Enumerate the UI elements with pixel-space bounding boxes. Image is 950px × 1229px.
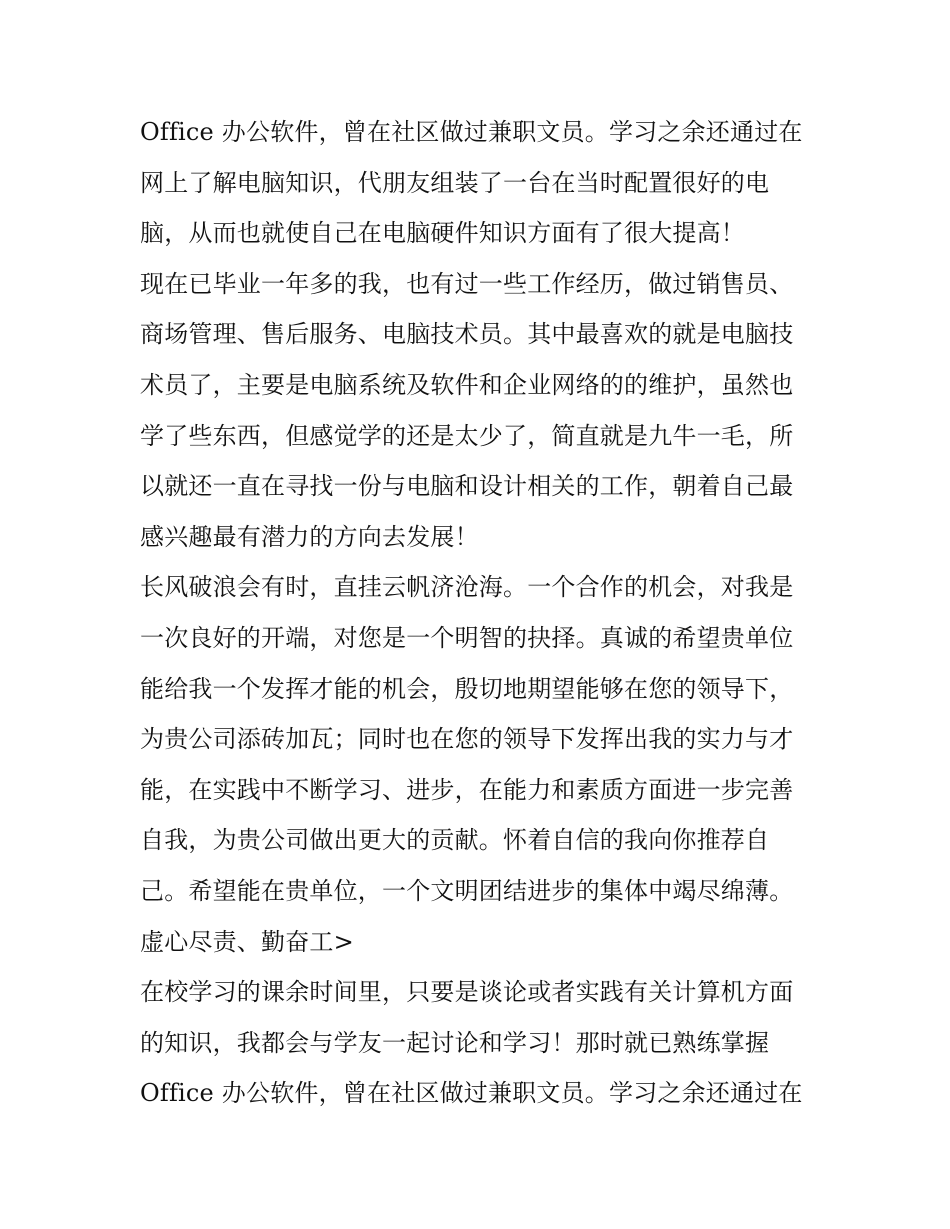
document-body (140, 107, 830, 1119)
text-line: 能，在实践中不断学习、进步，在能力和素质方面进一步完善 (140, 775, 794, 804)
text-line: 自我，为贵公司做出更大的贡献。怀着自信的我向你推荐自 (140, 826, 770, 855)
text-line: 术员了，主要是电脑系统及软件和企业网络的的维护，虽然也 (140, 370, 794, 399)
text-line: 虚心尽责、勤奋工> (140, 927, 354, 956)
text-line: 学了些东西，但感觉学的还是太少了，简直就是九牛一毛，所 (140, 421, 794, 450)
text-line: 感兴趣最有潜力的方向去发展！ (140, 522, 479, 551)
text-line: 能给我一个发挥才能的机会，殷切地期望能够在您的领导下， (140, 674, 794, 703)
text-line: 商场管理、售后服务、电脑技术员。其中最喜欢的就是电脑技 (140, 320, 794, 349)
text-line: 己。希望能在贵单位，一个文明团结进步的集体中竭尽绵薄。 (140, 876, 794, 905)
text-line: 网上了解电脑知识，代朋友组装了一台在当时配置很好的电 (140, 168, 770, 197)
text-line: 长风破浪会有时，直挂云帆济沧海。一个合作的机会，对我是 (140, 573, 794, 602)
text-line: 以就还一直在寻找一份与电脑和设计相关的工作，朝着自己最 (140, 472, 794, 501)
text-line: 的知识，我都会与学友一起讨论和学习！那时就已熟练掌握 (140, 1028, 770, 1057)
text-line: 为贵公司添砖加瓦；同时也在您的领导下发挥出我的实力与才 (140, 725, 794, 754)
text-line: Office 办公软件，曾在社区做过兼职文员。学习之余还通过在 (140, 1079, 803, 1108)
text-line: 在校学习的课余时间里，只要是谈论或者实践有关计算机方面 (140, 978, 794, 1007)
text-line: 现在已毕业一年多的我，也有过一些工作经历，做过销售员、 (140, 269, 794, 298)
text-line: 脑，从而也就使自己在电脑硬件知识方面有了很大提高！ (140, 219, 745, 248)
text-line: Office 办公软件，曾在社区做过兼职文员。学习之余还通过在 (140, 118, 803, 146)
text-line: 一次良好的开端，对您是一个明智的抉择。真诚的希望贵单位 (140, 623, 794, 652)
